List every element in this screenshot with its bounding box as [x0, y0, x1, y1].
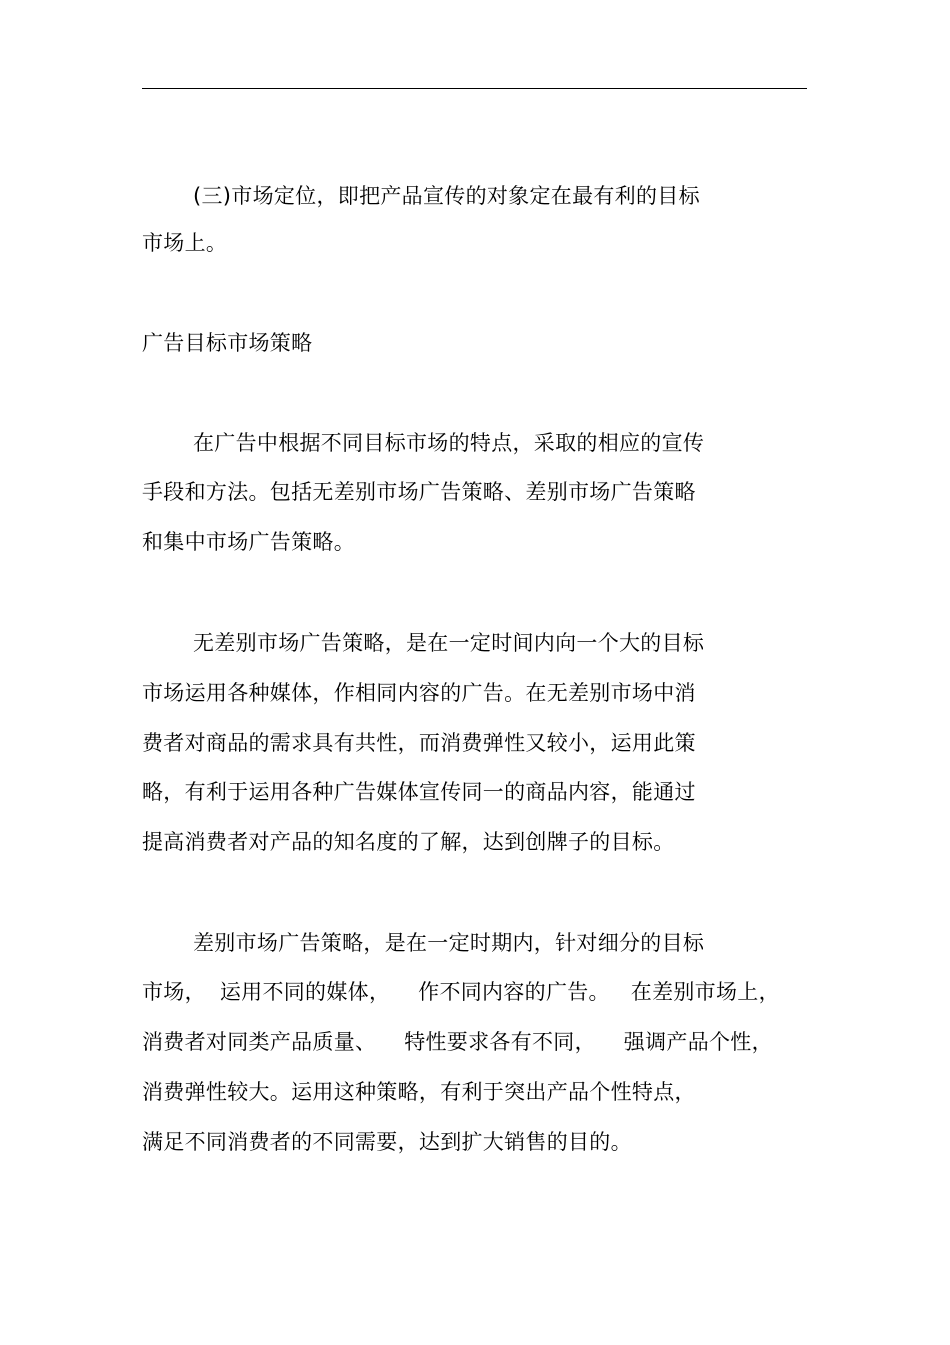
paragraph-1-line-2: 市场上。	[142, 231, 228, 255]
paragraph-3-line-2: 市场运用各种媒体，作相同内容的广告。在无差别市场中消	[142, 681, 696, 705]
paragraph-4-line-5: 满足不同消费者的不同需要，达到扩大销售的目的。	[142, 1130, 632, 1154]
paragraph-4-line-3: 消费者对同类产品质量、 特性要求各有不同， 强调产品个性，	[142, 1030, 773, 1054]
paragraph-4-line-1: 差别市场广告策略，是在一定时期内，针对细分的目标	[193, 931, 705, 955]
paragraph-2-line-2: 手段和方法。包括无差别市场广告策略、差别市场广告策略	[142, 480, 696, 504]
paragraph-3-line-5: 提高消费者对产品的知名度的了解，达到创牌子的目标。	[142, 830, 675, 854]
paragraph-4-line-4: 消费弹性较大。运用这种策略，有利于突出产品个性特点，	[142, 1080, 696, 1104]
paragraph-3-line-1: 无差别市场广告策略，是在一定时间内向一个大的目标	[193, 631, 705, 655]
section-heading: 广告目标市场策略	[142, 331, 313, 355]
paragraph-2-line-3: 和集中市场广告策略。	[142, 530, 355, 554]
paragraph-3-line-4: 略，有利于运用各种广告媒体宣传同一的商品内容，能通过	[142, 780, 696, 804]
paragraph-1-line-1: (三)市场定位，即把产品宣传的对象定在最有利的目标	[193, 184, 700, 208]
paragraph-4-line-2: 市场， 运用不同的媒体， 作不同内容的广告。 在差别市场上，	[142, 980, 780, 1004]
paragraph-3-line-3: 费者对商品的需求具有共性，而消费弹性又较小，运用此策	[142, 731, 696, 755]
header-rule	[142, 88, 807, 89]
paragraph-2-line-1: 在广告中根据不同目标市场的特点，采取的相应的宣传	[193, 431, 705, 455]
